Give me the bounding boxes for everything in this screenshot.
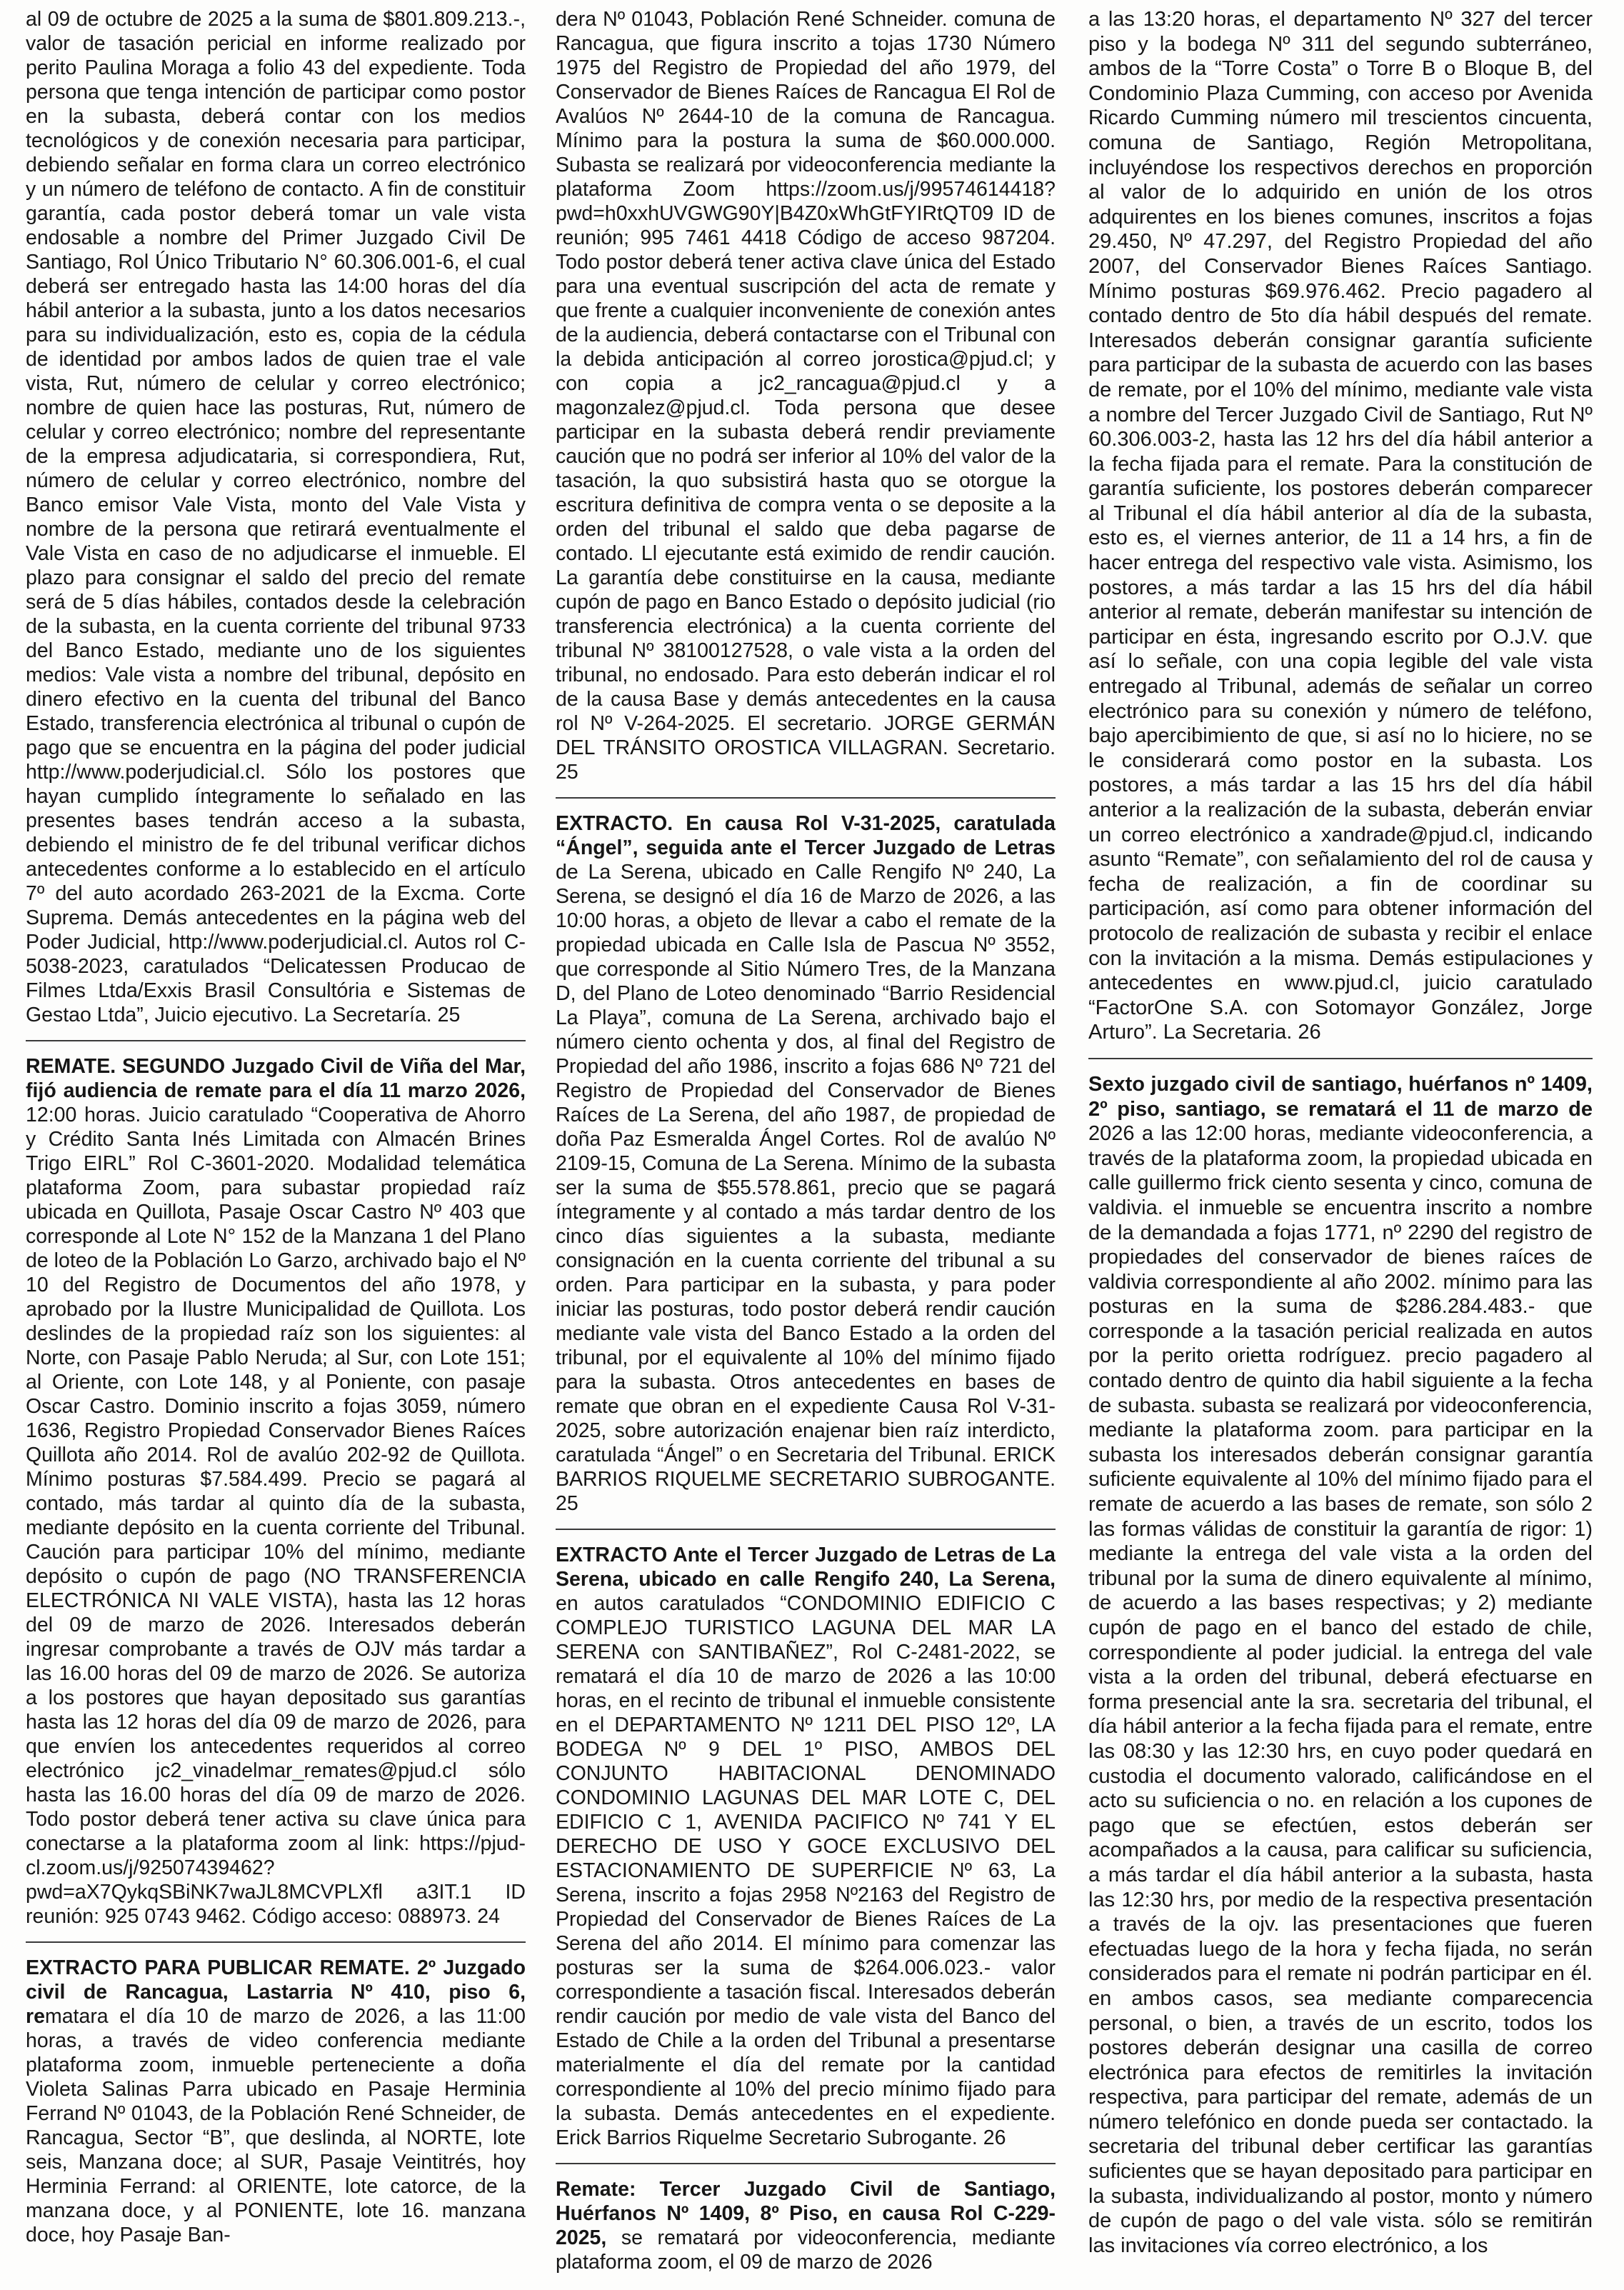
notice-extracto-rancagua xyxy=(26,1956,526,2247)
column-3 xyxy=(1088,7,1593,2286)
notice-continuation xyxy=(26,7,526,1027)
notice-heading: Sexto juzgado civil de santiago, huérfanos nº 1409, 2º piso, santiago, se rematará el 11 de marzo de xyxy=(1088,1072,1593,1121)
column-divider xyxy=(556,797,1056,799)
column-divider xyxy=(26,1941,526,1943)
notice-extracto-condominio xyxy=(556,1543,1056,2150)
column-1 xyxy=(26,7,526,2286)
notice-body: en autos caratulados “CONDOMINIO EDIFICIO C COMPLEJO TURISTICO LAGUNA DEL MAR LA SERENA con SANTIBAÑEZ”, Rol C-2481-2022, se rematará el día 10 de marzo de 2026 a las 10:00 horas, en el recinto de tribunal el inmueble consistente en el DEPARTAMENTO Nº 1211 DEL PISO 12º, LA BODEGA Nº 9 DEL 1º PISO, AMBOS DEL CONJUNTO HABITACIONAL DENOMINADO CONDOMINIO LAGUNAS DEL MAR LOTE C, DEL EDIFICIO C 1, AVENIDA PACIFICO Nº 741 Y EL DERECHO DE USO Y GOCE EXCLUSIVO DEL ESTACIONAMIENTO DE SUPERFICIE Nº 63, La Serena, inscrito a fojas 2958 Nº2163 del Registro de Propiedad del Conservador de Bienes Raíces de La Serena del año 2014. El mínimo para comenzar las posturas ser la suma de $264.006.023.- valor correspondiente a tasación fiscal. Interesados deberán rendir caución por medio de vale vista del Banco del Estado de Chile a la orden del Tribunal a presentarse materialmente el día del remate por la cantidad correspondiente al 10% del precio mínimo fijado para la subasta. Demás antecedentes en el expediente. Erick Barrios Riquelme Secretario Subrogante. 26 xyxy=(556,1592,1056,2149)
notice-body: 2026 a las 12:00 horas, mediante videoconferencia, a través de la plataforma zoom, la propiedad ubicada en calle guillermo frick ciento sesenta y cinco, comuna de valdivia. el inmueble se encuentra inscrito a nombre de la demandada a fojas 1771, nº 2290 del registro de propiedades del conservador de bienes raíces de valdivia correspondiente al año 2002. mínimo para las posturas en la suma de $286.284.483.- que corresponde a la tasación pericial realizada en autos por la perito orietta rodríguez. precio pagadero al contado dentro de quinto dia habil siguiente a la fecha de subasta. subasta se realizará por videoconferencia, mediante la plataforma zoom. para participar en la subasta los interesados deberán consignar garantía suficiente equivalente al 10% del mínimo fijado para el remate de acuerdo a las bases de remate, son sólo 2 las formas válidas de constituir la garantía de rigor: 1) mediante la entrega del vale vista a la orden del tribunal por la suma de dinero equivalente al mínimo, de acuerdo a las bases respectivas; y 2) mediante cupón de pago en el banco del estado de chile, correspondiente al poder judicial. la entrega del vale vista a la orden del tribunal, deberá efectuarse en forma presencial ante la sra. secretaria del tribunal, el día hábil anterior a la fecha fijada para el remate, entre las 08:30 y las 12:30 hrs, en cuyo poder quedará en custodia el documento valorado, calificándose en el acto su suficiencia o no. en relación a los cupones de pago que se efectúen, estos deberán ser acompañados a la causa, para calificar su suficiencia, a más tardar el día hábil anterior a la subasta, hasta las 12:30 hrs, por medio de la respectiva presentación a través de la ojv. las presentaciones que fueren efectuadas luego de la hora y fecha fijada, no serán considerados para el remate ni podrán participar en él. en ambos casos, sea mediante comparecencia personal, o bien, a través de un escrito, todos los postores deberán designar una casilla de correo electrónica para efectos de remitirles la invitación respectiva, para participar del remate, además de un número telefónico en donde pueda ser contactado. la secretaria del tribunal deber certificar las garantías suficientes que se hayan depositado para participar en la subasta, individualizando al postor, monto y número de cupón de pago o del vale vista. sólo se remitirán las invitaciones vía correo electrónico, a los xyxy=(1088,1122,1593,2257)
notice-remate-tercer-juzgado xyxy=(556,2177,1056,2274)
notice-heading: Remate: Tercer Juzgado Civil de Santiago, Huérfanos Nº 1409, 8º Piso, en causa Rol C-229-2025, xyxy=(556,2178,1056,2249)
column-2 xyxy=(556,7,1056,2286)
notice-heading: REMATE. SEGUNDO Juzgado Civil de Viña del Mar, fijó audiencia de remate para el día 11 marzo 2026, xyxy=(26,1055,526,1102)
notice-body: al 09 de octubre de 2025 a la suma de $801.809.213.-, valor de tasación pericial en informe realizado por perito Paulina Moraga a folio 43 del expediente. Toda persona que tenga intención de participar como postor en la subasta, deberá contar con los medios tecnológicos y de conexión necesaria para participar, debiendo señalar en forma clara un correo electrónico y un número de teléfono de contacto. A fin de constituir garantía, cada postor deberá tomar un vale vista endosable a nombre del Primer Juzgado Civil De Santiago, Rol Único Tributario N° 60.306.001-6, el cual deberá ser entregado hasta las 14:00 horas del día hábil anterior a la subasta, junto a los datos necesarios para su individualización, esto es, copia de la cédula de identidad por ambos lados de quien trae el vale vista, Rut, número de celular y correo electrónico; nombre de quien hace las posturas, Rut, número de celular y correo electrónico; nombre del representante de la empresa adjudicataria, si correspondiera, Rut, número de celular y correo electrónico, nombre del Banco emisor Vale Vista, monto del Vale Vista y nombre de la persona que retirará eventualmente el Vale Vista en caso de no adjudicarse el inmueble. El plazo para consignar el saldo del precio del remate será de 5 días hábiles, contados desde la celebración de la subasta, en la cuenta corriente del tribunal 9733 del Banco Estado, mediante uno de los siguientes medios: Vale vista a nombre del tribunal, depósito en dinero efectivo en la cuenta del tribunal del Banco Estado, transferencia electrónica al tribunal o cupón de pago que se encuentra en la página del poder judicial http://www.poderjudicial.cl. Sólo los postores que hayan cumplido íntegramente lo señalado en las presentes bases tendrán acceso a la subasta, debiendo el ministro de fe del tribunal verificar dichos antecedentes conforme a lo establecido en el artículo 7º del auto acordado 263-2021 de la Excma. Corte Suprema. Demás antecedentes en la página web del Poder Judicial, http://www.poderjudicial.cl. Autos rol C-5038-2023, caratulados “Delicatessen Producao de Filmes Ltda/Exxis Brasil Consultória e Sistemas de Gestao Ltda”, Juicio ejecutivo. La Secretaría. 25 xyxy=(26,8,526,1026)
notice-remate-vina-del-mar xyxy=(26,1054,526,1929)
notice-extracto-la-serena-angel xyxy=(556,811,1056,1516)
notice-body: de La Serena, ubicado en Calle Rengifo Nº 240, La Serena, se designó el día 16 de Marzo de 2026, a las 10:00 horas, a objeto de llevar a cabo el remate de la propiedad ubicada en Calle Isla de Pascua Nº 3552, que corresponde al Sitio Número Tres, de la Manzana D, del Plano de Loteo denominado “Barrio Residencial La Playa”, comuna de La Serena, archivado bajo el número ciento ochenta y dos, al final del Registro de Propiedad del año 1986, inscrito a fojas 686 Nº 721 del Registro de Propiedad del Conservador de Bienes Raíces de La Serena, del año 1987, de propiedad de doña Paz Esmeralda Ángel Cortes. Rol de avalúo Nº 2109-15, Comuna de La Serena. Mínimo de la subasta ser la suma de $55.578.861, precio que se pagará íntegramente y al contado a más tardar dentro de los cinco días siguientes a la subasta, mediante consignación en la cuenta corriente del tribunal a su orden. Para participar en la subasta, y para poder iniciar las posturas, todo postor deberá rendir caución mediante vale vista del Banco Estado a la orden del tribunal, por el equivalente al 10% del mínimo fijado para la subasta. Otros antecedentes en bases de remate que obran en el expediente Causa Rol V-31- 2025, sobre autorización enajenar bien raíz interdicto, caratulada “Ángel” o en Secretaria del Tribunal. ERICK BARRIOS RIQUELME SECRETARIO SUBROGANTE. 25 xyxy=(556,861,1056,1515)
notice-continuation xyxy=(1088,7,1593,1045)
notice-body: dera Nº 01043, Población René Schneider. comuna de Rancagua, que figura inscrito a tojas 1730 Número 1975 del Registro de Propiedad del año 1979, del Conservador de Bienes Raíces de Rancagua El Rol de Avalúos Nº 2644-10 de la comuna de Rancagua. Mínimo para la postura la suma de $60.000.000. Subasta se realizará por videoconferencia mediante la plataforma Zoom https://zoom.us/j/99574614418?pwd=h0xxhUVGWG90Y|B4Z0xWhGtFYIRtQT09 ID de reunión; 995 7461 4418 Código de acceso 987204. Todo postor deberá tener activa clave única del Estado para una eventual suscripción del acta de remate y que frente a cualquier inconveniente de conexión antes de la audiencia, deberá contactarse con el Tribunal con la debida anticipación al correo jorostica@pjud.cl; y con copia a jc2_rancagua@pjud.cl y a magonzalez@pjud.cl. Toda persona que desee participar en la subasta deberá rendir previamente caución que no podrá ser inferior al 10% del valor de la tasación, la quo subsistirá hasta quo se otorgue la escritura definitiva de compra venta o se deposite a la orden del tribunal el saldo que deba pagarse de contado. Ll ejecutante está eximido de rendir caución. La garantía debe constituirse en la causa, mediante cupón de pago en Banco Estado o depósito judicial (rio transferencia electrónica) a la cuenta corriente del tribunal Nº 38100127528, o vale vista a la orden del tribunal, no endosado. Para esto deberán indicar el rol de la causa Base y demás antecedentes en la causa rol Nº V-264-2025. El secretario. JORGE GERMÁN DEL TRÁNSITO OROSTICA VILLAGRAN. Secretario. 25 xyxy=(556,8,1056,784)
notice-body: se rematará por videoconferencia, mediante plataforma zoom, el 09 de marzo de 2026 xyxy=(556,2226,1056,2274)
notice-body: matara el día 10 de marzo de 2026, a las 11:00 horas, a través de video conferencia mediante plataforma zoom, inmueble perteneciente a doña Violeta Salinas Parra ubicado en Pasaje Herminia Ferrand Nº 01043, de la Población René Schneider, de Rancagua, Sector “B”, que deslinda, al NORTE, lote seis, Manzana doce; al SUR, Pasaje Veintitrés, hoy Herminia Ferrand: al ORIENTE, lote catorce, de la manzana doce, y al PONIENTE, lote 16. manzana doce, hoy Pasaje Ban- xyxy=(26,2005,526,2246)
notice-body: a las 13:20 horas, el departamento Nº 327 del tercer piso y la bodega Nº 311 del segundo subterráneo, ambos de la “Torre Costa” o Torre B o Bloque B, del Condominio Plaza Cumming, con acceso por Avenida Ricardo Cumming número mil trescientos cincuenta, comuna de Santiago, Región Metropolitana, incluyéndose los respectivos derechos en proporción al valor de lo adquirido en unión de los otros adquirentes en los bienes comunes, inscritos a fojas 29.450, Nº 47.297, del Registro Propiedad del año 2007, del Conservador Bienes Raíces Santiago. Mínimo posturas $69.976.462. Precio pagadero al contado dentro de 5to día hábil después del remate. Interesados deberán consignar garantía suficiente para participar de la subasta de acuerdo con las bases de remate, por el 10% del mínimo, mediante vale vista a nombre del Tercer Juzgado Civil de Santiago, Rut Nº 60.306.003-2, hasta las 12 hrs del día hábil anterior a la fecha fijada para el remate. Para la constitución de garantía suficiente, los postores deberán comparecer al Tribunal el día hábil anterior al día de la subasta, esto es, el viernes anterior, de 11 a 14 hrs, a fin de hacer entrega del respectivo vale vista. Asimismo, los postores, a más tardar a las 15 hrs del día hábil anterior al remate, deberán manifestar su intención de participar en ésta, ingresando escrito por O.J.V. que así lo señale, con una copia legible del vale vista entregado al Tribunal, además de señalar un correo electrónico para su conexión y número de teléfono, bajo apercibimiento de que, si así no lo hiciere, no se le considerará como postor en la subasta. Los postores, a más tardar a las 15 hrs del día hábil anterior a la realización de la subasta, deberán enviar un correo electrónico a xandrade@pjud.cl, indicando asunto “Remate”, con señalamiento del rol de causa y fecha de realización, a fin de coordinar su participación, así como para obtener información del protocolo de realización de subasta y recibir el enlace con la invitación a la misma. Demás estipulaciones y antecedentes en www.pjud.cl, juicio caratulado “FactorOne S.A. con Sotomayor González, Jorge Arturo”. La Secretaria. 26 xyxy=(1088,8,1593,1044)
column-divider xyxy=(26,1040,526,1041)
notice-heading: EXTRACTO PARA PUBLICAR REMATE. 2º Juzgado civil de Rancagua, Lastarria Nº 410, piso 6, re xyxy=(26,1956,526,2028)
notice-sexto-juzgado xyxy=(1088,1072,1593,2259)
notice-body: 12:00 horas. Juicio caratulado “Cooperativa de Ahorro y Crédito Santa Inés Limitada con Almacén Brines Trigo EIRL” Rol C-3601-2020. Modalidad telemática plataforma Zoom, para subastar propiedad raíz ubicada en Quillota, Pasaje Oscar Castro Nº 403 que corresponde al Lote N° 152 de la Manzana 1 del Plano de loteo de la Población Lo Garzo, archivado bajo el Nº 10 del Registro de Documentos del año 1978, y aprobado por la Ilustre Municipalidad de Quillota. Los deslindes de la propiedad raíz son los siguientes: al Norte, con Pasaje Pablo Neruda; al Sur, con Lote 151; al Oriente, con Lote 148, y al Poniente, con pasaje Oscar Castro. Dominio inscrito a fojas 3059, número 1636, Registro Propiedad Conservador Bienes Raíces Quillota año 2014. Rol de avalúo 202-92 de Quillota. Mínimo posturas $7.584.499. Precio se pagará al contado, más tardar al quinto día de la subasta, mediante depósito en la cuenta corriente del Tribunal. Caución para participar 10% del mínimo, mediante depósito o cupón de pago (NO TRANSFERENCIA ELECTRÓNICA NI VALE VISTA), hasta las 12 horas del 09 de marzo de 2026. Interesados deberán ingresar comprobante a través de OJV más tardar a las 16.00 horas del 09 de marzo de 2026. Se autoriza a los postores que hayan depositado sus garantías hasta las 12 horas del día 09 de marzo de 2026, para que envíen los antecedentes requeridos al correo electrónico jc2_vinadelmar_remates@pjud.cl sólo hasta las 16.00 horas del día 09 de marzo de 2026. Todo postor deberá tener activa su clave única para conectarse a la plataforma zoom al link: https://pjud- cl.zoom.us/j/92507439462?pwd=aX7QykqSBiNK7waJL8MCVPLXfl a3IT.1 ID reunión: 925 0743 9462. Código acceso: 088973. 24 xyxy=(26,1104,526,1928)
notice-heading: EXTRACTO. En causa Rol V-31-2025, caratulada “Ángel”, seguida ante el Tercer Juzgado de Letras xyxy=(556,812,1056,859)
column-divider xyxy=(556,2163,1056,2164)
column-divider xyxy=(556,1529,1056,1530)
notice-continuation xyxy=(556,7,1056,784)
column-divider xyxy=(1088,1058,1593,1059)
notice-heading: EXTRACTO Ante el Tercer Juzgado de Letras de La Serena, ubicado en calle Rengifo 240, La Serena, xyxy=(556,1544,1056,1591)
